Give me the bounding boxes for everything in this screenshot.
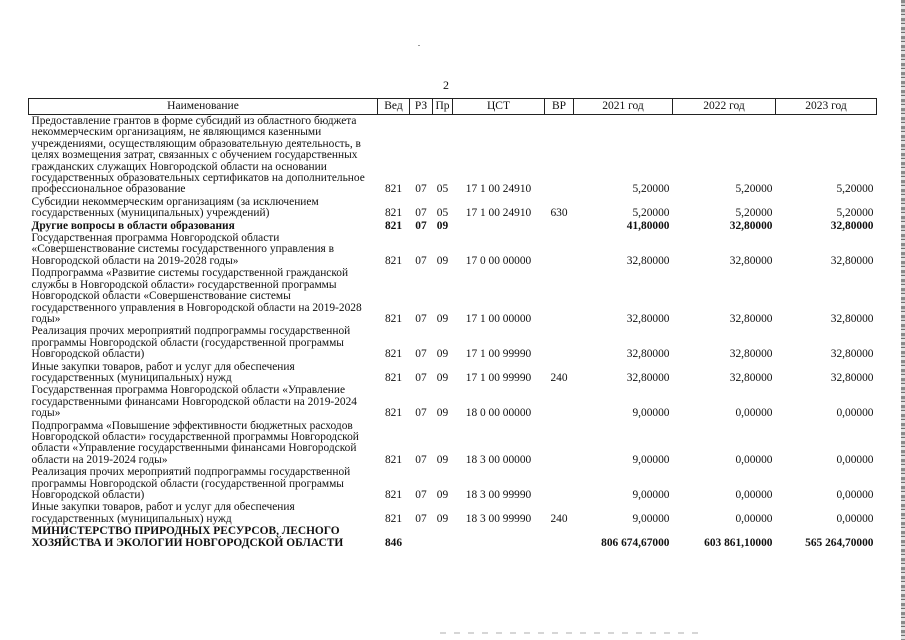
row-cst: 17 1 00 99990 (465, 348, 532, 361)
header-ved: Вед (378, 99, 410, 115)
row-2021: 41,80000 (626, 219, 670, 232)
row-2022: 5,20000 (735, 207, 773, 220)
budget-table (28, 98, 877, 549)
row-vr (545, 466, 574, 501)
row-2023: 32,80000 (830, 371, 874, 384)
row-name: Подпрограмма «Развитие системы государственной гражданской службы в Новгородской области» государственной программы Новгородской области «Совершенствование системы государственного управления в Новгородской области на 2019-2028 годы» (31, 267, 362, 325)
row-2023: 5,20000 (836, 183, 874, 196)
row-cst: 18 3 00 99990 (465, 489, 532, 501)
row-2022: 32,80000 (729, 371, 773, 384)
row-rz: 07 (415, 453, 427, 466)
row-pr: 09 (436, 512, 449, 525)
scan-noise (440, 632, 700, 634)
row-cst: 18 0 00 00000 (465, 407, 532, 420)
row-2021: 806 674,67000 (601, 536, 670, 549)
row-2022: 603 861,10000 (704, 536, 773, 549)
row-2021: 9,00000 (632, 512, 670, 525)
row-2022: 32,80000 (729, 219, 773, 232)
row-rz: 07 (415, 183, 427, 196)
row-name: МИНИСТЕРСТВО ПРИРОДНЫХ РЕСУРСОВ, ЛЕСНОГО ХОЗЯЙСТВА И ЭКОЛОГИИ НОВГОРОДСКОЙ ОБЛАСТИ (31, 525, 344, 549)
table-row (29, 525, 877, 549)
row-2023: 32,80000 (830, 219, 874, 232)
header-vr: ВР (545, 99, 574, 115)
row-cst: 17 1 00 00000 (465, 312, 532, 325)
row-pr: 09 (436, 371, 449, 384)
row-2022: 5,20000 (735, 183, 773, 196)
row-2021: 9,00000 (632, 453, 670, 466)
row-pr: 09 (436, 489, 449, 501)
row-2021: 32,80000 (626, 371, 670, 384)
row-pr (433, 525, 453, 549)
row-pr: 05 (436, 207, 449, 220)
row-2021: 9,00000 (632, 407, 670, 420)
row-2022: 0,00000 (735, 407, 773, 420)
row-name: Предоставление грантов в форме субсидий из областного бюджета некоммерческим организациям, не являющимся казенными учреждениями, осуществляющим образовательную деятельность, в целях возмещения затрат, связанных с обучением государственных гражданских служащих Новгородской области на основании государственных образовательных сертификатов на дополнительное профессиональное образование (31, 115, 365, 196)
row-name: Субсидии некоммерческим организациям (за исключением государственных (муниципальных) учреждений) (31, 195, 319, 220)
row-2022: 0,00000 (735, 453, 773, 466)
row-vr: 240 (550, 371, 568, 384)
row-ved: 821 (384, 312, 403, 325)
row-2023: 0,00000 (836, 407, 874, 420)
row-rz: 07 (415, 371, 427, 384)
row-2023: 32,80000 (830, 312, 874, 325)
table-row (29, 361, 877, 385)
row-rz: 07 (415, 512, 427, 525)
header-2021: 2021 год (574, 99, 673, 115)
row-name: Реализация прочих мероприятий подпрограммы государственной программы Новгородской области (государственной программы Новгородской области) (31, 325, 351, 361)
row-2022: 32,80000 (729, 348, 773, 361)
table-row (29, 420, 877, 467)
row-ved: 821 (384, 348, 403, 361)
row-ved: 821 (384, 489, 403, 501)
row-rz (410, 525, 433, 549)
row-name: Иные закупки товаров, работ и услуг для обеспечения государственных (муниципальных) нужд (31, 501, 295, 525)
table-header-row (29, 99, 877, 115)
row-cst: 17 1 00 24910 (465, 207, 532, 220)
row-2022: 32,80000 (729, 312, 773, 325)
row-rz: 07 (415, 207, 427, 220)
row-name: Подпрограмма «Повышение эффективности бюджетных расходов Новгородской области» государственной программы Новгородской области «Управление государственными финансами Новгородской области на 2019-2024 годы» (31, 419, 359, 466)
row-vr (545, 384, 574, 419)
table-row (29, 220, 877, 232)
row-2022: 0,00000 (735, 489, 773, 501)
row-2021: 32,80000 (626, 312, 670, 325)
row-ved: 821 (384, 453, 403, 466)
row-ved: 821 (384, 407, 403, 420)
row-2023: 0,00000 (836, 453, 874, 466)
header-pr: Пр (433, 99, 453, 115)
row-2021: 32,80000 (626, 348, 670, 361)
row-2023: 32,80000 (830, 254, 874, 267)
row-2021: 32,80000 (626, 254, 670, 267)
table-row (29, 267, 877, 325)
row-pr: 05 (436, 183, 449, 196)
row-name: Другие вопросы в области образования (31, 219, 235, 232)
row-name: Реализация прочих мероприятий подпрограммы государственной программы Новгородской области (государственной программы Новгородской области) (31, 466, 351, 501)
table-row (29, 384, 877, 419)
row-2023: 32,80000 (830, 348, 874, 361)
row-pr: 09 (436, 312, 449, 325)
row-cst: 18 3 00 99990 (465, 512, 532, 525)
row-name: Государственная программа Новгородской области «Совершенствование системы государственного управления в Новгородской области на 2019-2028 годы» (31, 232, 335, 267)
row-2023: 5,20000 (836, 207, 874, 220)
row-2021: 5,20000 (632, 207, 670, 220)
row-rz: 07 (415, 407, 427, 420)
table-row (29, 196, 877, 220)
header-name: Наименование (29, 99, 378, 115)
row-2021: 5,20000 (632, 183, 670, 196)
table-row (29, 325, 877, 360)
row-vr (545, 220, 574, 232)
row-name: Иные закупки товаров, работ и услуг для обеспечения государственных (муниципальных) нужд (31, 360, 295, 384)
row-ved: 821 (384, 183, 403, 196)
row-vr: 630 (550, 207, 568, 220)
row-vr (545, 267, 574, 325)
header-rz: РЗ (410, 99, 433, 115)
row-name: Государственная программа Новгородской области «Управление государственными финансами Новгородской области на 2019-2024 годы» (31, 384, 357, 420)
row-cst: 17 1 00 99990 (465, 371, 532, 384)
row-cst (453, 220, 545, 232)
table-row (29, 466, 877, 501)
row-rz: 07 (415, 489, 427, 501)
header-cst: ЦСТ (453, 99, 545, 115)
table-row (29, 115, 877, 196)
row-2023: 0,00000 (836, 489, 874, 501)
row-pr: 09 (436, 254, 449, 267)
row-pr: 09 (436, 219, 449, 232)
table-row (29, 501, 877, 525)
row-ved: 821 (384, 371, 403, 384)
row-pr: 09 (436, 453, 449, 466)
row-2022: 32,80000 (729, 254, 773, 267)
page-number: 2 (443, 78, 449, 92)
table-row (29, 232, 877, 267)
scan-edge (901, 0, 905, 640)
row-cst (453, 525, 545, 549)
header-2022: 2022 год (673, 99, 776, 115)
row-pr: 09 (436, 407, 449, 420)
row-rz: 07 (415, 219, 427, 232)
row-cst: 17 1 00 24910 (465, 183, 532, 196)
table-body (29, 115, 877, 550)
row-2023: 0,00000 (836, 512, 874, 525)
row-vr: 240 (550, 512, 568, 525)
header-2023: 2023 год (776, 99, 877, 115)
row-ved: 821 (384, 254, 403, 267)
row-ved: 821 (384, 207, 403, 220)
row-cst: 17 0 00 00000 (465, 254, 532, 267)
row-vr (545, 232, 574, 267)
row-vr (545, 325, 574, 360)
row-vr (545, 420, 574, 467)
row-vr (545, 525, 574, 549)
row-ved: 846 (384, 536, 403, 549)
row-pr: 09 (436, 348, 449, 361)
row-2022: 0,00000 (735, 512, 773, 525)
row-vr (545, 115, 574, 196)
scan-speck (418, 45, 420, 46)
row-cst: 18 3 00 00000 (465, 453, 532, 466)
row-rz: 07 (415, 312, 427, 325)
row-ved: 821 (384, 219, 403, 232)
row-rz: 07 (415, 348, 427, 361)
row-2023: 565 264,70000 (805, 536, 874, 549)
row-2021: 9,00000 (632, 489, 670, 501)
row-rz: 07 (415, 254, 427, 267)
row-ved: 821 (384, 512, 403, 525)
